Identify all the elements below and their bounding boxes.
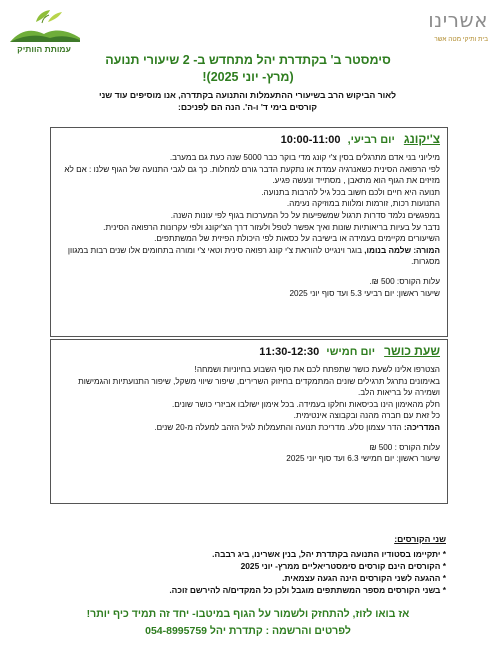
course-first-lesson: שיעור ראשון: יום רביעי 5.3 ועד סוף יוני 2025 [289,288,440,298]
course-heading [58,131,440,148]
course-description-line: מיליוני בני אדם מתרגלים בסין צ'י קונג מדי בוקר כבר 5000 שנה כעת גם במערב. [169,153,440,162]
course-first-lesson: שיעור ראשון: יום חמישי 6.3 ועד סוף יוני 2025 [286,454,440,464]
leaf-sprout-icon [28,8,68,24]
course-description-line: התנועות רכות, זורמות ומלוות במוזיקה נעימה. [286,199,440,209]
course-time: 10:00-11:00 [280,134,341,146]
courses-info-title: שני הקורסים: [394,534,446,544]
course-box-fitness [50,339,448,504]
instructor-text: הדר עצמון סלע. מדריכת תנועה והתעמלות לגיל הזהב למעלה מ-20 שנים. [154,422,404,432]
vatik-logo [6,8,82,58]
course-cost: עלות הקורס : 500 ₪ [369,442,440,452]
course-description-line: נדבר על בעיות בריאותיות שונות ואיך אפשר לטפל ולעזור דרך הצ'יקונג ולפי עקרונות הרפואה הסינית. [103,222,440,232]
intro-text [55,89,440,113]
course-instructor [58,245,440,268]
course-name: צ'יקונג [403,132,440,146]
course-description-line: חלק מהאימון הינו בכיסאות וחלקו בעמידה. בכל אימון ישולבו אביזרי כושר שונים. [171,399,440,409]
ashrenu-logo-name: אשרינו [428,8,488,32]
intro-line2: קורסים בימי ד' ו-ה'. הנה הם לפניכם: [178,102,317,112]
registration-contact: לפרטים והרשמה : קתדרת יהל 054-8995759 [145,625,351,637]
main-title-line1: סימסטר ב' בקתדרת יהל מתחדש ב- 2 שיעורי תנועה [105,53,391,67]
closing-slogan: אז בואו לזוז, להתחזק ולשמור על הגוף במיטבו- יחד זה תמיד כיף יותר! [86,608,410,620]
list-item: * ההגעה לשני הקורסים הינה הגעה עצמאית. [282,573,446,583]
instructor-label: המורה: שלמה בנומו, [364,245,440,255]
course-day: יום רביעי, [347,134,395,146]
course-description-line: במפגשים נלמד סדרות תרגול שמשפיעות על כל המערכות בגוף לפי עונות השנה. [170,210,440,220]
list-item: * יתקיימו בסטודיו התנועה בקתדרת יהל, בנין אשרינו, ביג רבבה. [212,549,446,559]
ashrenu-logo [424,8,490,54]
course-time: 11:30-12:30 [259,346,320,358]
course-description-line: כל זאת עם חברה מהנה ובקבוצה אינטימית. [293,411,440,421]
course-box-qigong [50,127,448,337]
vatik-logo-name: עמותת הוותיק [17,44,71,54]
courses-info-list [56,548,446,596]
course-cost: עלות הקורס: 500 ₪. [369,276,440,286]
instructor-text: בוגר וינגייט להוראת צ'י קונג רפואה סינית וטאי צ'י ומורה בתחומים אלו שנים רבות במגוון מסגרות. [67,245,440,267]
course-description-line: באימונים נתרגל תרגילים שונים המתמקדים בחיזוק השרירים, שיפור שיווי משקל, שיפור התנועתיות והגמישות ושמירה על בריאות הלב. [78,376,440,398]
course-day: יום חמישי [326,346,376,358]
instructor-label: המדריכה: [403,422,440,432]
course-name: שעת כושר [384,344,440,358]
main-title-line2: (מרץ- יוני 2025)! [202,70,294,84]
course-description-line: לפי הרפואה הסינית כשאנרגיה עמדת או נתקעת הדבר גורם למחלות. כך גם לגבי התנועה של הגוף שלנו : אם לא מזיזים את הגוף הוא מתאבן , מסתייד ונעשה פגיע. [64,164,440,186]
intro-line1: לאור הביקוש הרב בשיעורי ההתעמלות והתנועה בקתדרה, אנו מוסיפים עוד שני [98,90,397,100]
green-hills-icon [10,24,80,42]
course-heading [58,343,440,360]
list-item: * בשני הקורסים מספר המשתתפים מוגבל ולכן כל המקדים/ה להירשם זוכה. [169,585,446,595]
list-item: * הקורסים הינם קורסים סימסטריאליים ממרץ- יוני 2025 [240,561,446,571]
ashrenu-logo-tagline: בית ותיקי מטה אשר [434,36,488,43]
course-description-line: השיעורים מקיימים בעמידה או בישיבה על כסאות לפי היכולת הפיזית של המשתתפים. [154,234,440,244]
course-instructor [58,422,440,434]
course-description-line: הצטרפו אלינו לשעת כושר שתפתח לכם את סוף השבוע בחיוניות ושמחה! [194,365,440,374]
course-description-line: תנועה היא חיים ולכם חשוב בכל גיל להרבות בתנועה. [261,187,440,197]
